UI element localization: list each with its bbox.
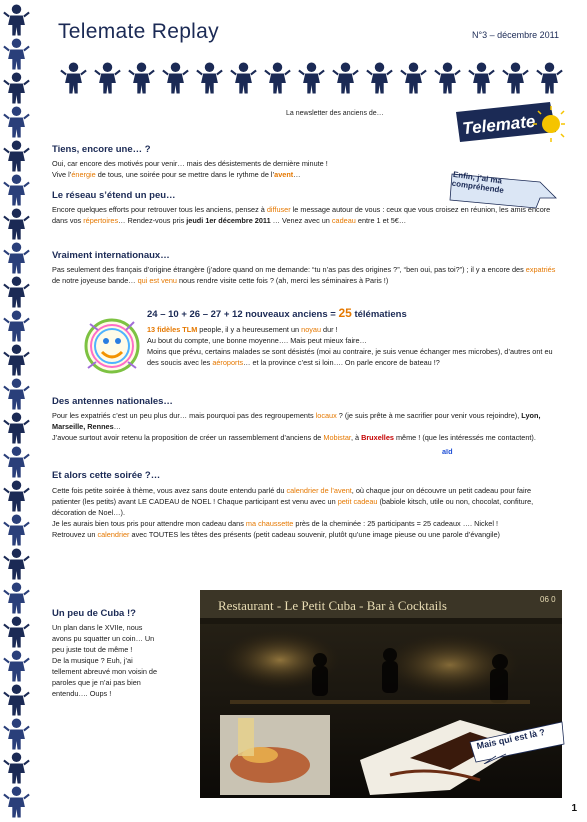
stick-figure xyxy=(265,63,290,94)
smiley-drawing xyxy=(80,314,144,378)
telemate-logo xyxy=(448,98,566,146)
stick-figure xyxy=(401,63,426,94)
stick-figure xyxy=(299,63,324,94)
paragraph-cuba: Un plan dans le XVIIe, nous avons pu squatter un coin… Un peu juste tout de même ! De la musique ? Euh, j’ai tellement abreuvé mon voisin de paroles que je n’ai pas bien entendu…. Oups ! xyxy=(52,623,158,698)
stick-figure xyxy=(129,63,154,94)
stick-figure xyxy=(61,63,86,94)
paragraph-soiree: Cette fois petite soirée à thème, vous avez sans doute entendu parlé du calendrier de l’avent, où chaque jour on découvre un petit cadeau pour faire patienter (les petits) avant LE CADEAU de NOEL ! Chaque participant est venu avec un petit cadeau (babiole kitsch, utile ou non, chocolat, confiture, décoration de Noel…). Je les aurais bien tous pris pour attendre mon cadeau dans ma chaussette près de la cheminée : 25 participants = 25 cadeaux …. Nickel ! Retrouvez un calendrier avec TOUTES les têtes des présents (petit cadeau souvenir, plutôt qu’une image pieuse ou une parole d’évangile) xyxy=(52,486,534,539)
decorative-figure-strip xyxy=(0,0,38,822)
heading-antennes: Des antennes nationales… xyxy=(52,396,173,407)
page-number: 1 xyxy=(571,803,577,814)
stick-figure xyxy=(469,63,494,94)
stick-figure xyxy=(4,141,29,172)
stick-figure xyxy=(4,209,29,240)
stick-figure xyxy=(4,345,29,376)
stick-figure xyxy=(4,753,29,784)
paragraph-reseau: Encore quelques efforts pour retrouver tous les anciens, pensez à diffuser le message autour de vous : ceux que vous croisez en réunion, les amis encore dans vos répertoires… Rendez-vous pris jeudi 1er décembre 2011 … Venez avec un cadeau entre 1 et 5€… xyxy=(52,205,551,225)
heading-reseau: Le réseau s’étend un peu… xyxy=(52,190,176,201)
paragraph-antennes: Pour les expatriés c’est un peu plus dur… mais pourquoi pas des regroupements locaux ? (je suis prête à me sacrifier pour venir vous rejoindre), Lyon, Marseille, Rennes… J’avoue surtout avoir retenu la proposition de créer un rassemblement d’anciens de Mobistar, à Bruxelles même ! (que les intéressés me contactent). xyxy=(52,411,541,442)
tagline: La newsletter des anciens de… xyxy=(286,110,384,117)
stick-figure xyxy=(4,311,29,342)
children-figures-row xyxy=(55,60,575,98)
stick-figure xyxy=(4,787,29,818)
stick-figure xyxy=(4,719,29,750)
stick-figure xyxy=(4,447,29,478)
restaurant-photo xyxy=(200,590,562,798)
stick-figure xyxy=(4,413,29,444)
stats-text: 13 fidèles TLM people, il y a heureusement un noyau dur ! Au bout du compte, une bonne moyenne…. Mais peut mieux faire… Moins que prévu, certains malades se sont désistés (moi au contraire, je suis venue échanger mes microbes), d’autres ont eu des soucis avec les aéroports… et la province c’est si loin…. On parle encore de bateau !? xyxy=(147,325,553,367)
stick-figure xyxy=(4,5,29,36)
stick-figure xyxy=(163,63,188,94)
stick-figure xyxy=(4,651,29,682)
stick-figure xyxy=(503,63,528,94)
speech-bubble-2-text: Mais qui est là ? xyxy=(475,726,546,752)
stick-figure xyxy=(4,685,29,716)
stats-headline: 24 – 10 + 26 – 27 + 12 nouveaux anciens = 25 télématiens xyxy=(147,306,407,320)
issue-number: N°3 – décembre 2011 xyxy=(472,30,559,40)
photo-sign-phone: 06 0 xyxy=(540,595,556,604)
paragraph-tiens: Oui, car encore des motivés pour venir… mais des désistements de dernière minute ! Vive l’énergie de tous, une soirée pour se mettre dans le rythme de l’avent… xyxy=(52,159,328,179)
stick-figure xyxy=(333,63,358,94)
stick-figure xyxy=(4,617,29,648)
stick-figure xyxy=(4,515,29,546)
stick-figure xyxy=(197,63,222,94)
photo-sign-text: Restaurant - Le Petit Cuba - Bar à Cocktails xyxy=(218,598,447,613)
stick-figure xyxy=(95,63,120,94)
stick-figure xyxy=(4,583,29,614)
stick-figure xyxy=(367,63,392,94)
stick-figure xyxy=(231,63,256,94)
heading-tiens: Tiens, encore une… ? xyxy=(52,144,151,155)
stick-figure xyxy=(537,63,562,94)
aid-label: aïd xyxy=(442,447,453,456)
stick-figure xyxy=(4,549,29,580)
speech-bubble-1-text: Enfin, j’ai ma compréhende xyxy=(451,169,505,195)
stick-figure xyxy=(435,63,460,94)
stick-figure xyxy=(4,379,29,410)
stick-figure xyxy=(4,107,29,138)
stick-figure xyxy=(4,481,29,512)
newsletter-title: Telemate Replay xyxy=(58,20,219,43)
stick-figure xyxy=(4,73,29,104)
stick-figure xyxy=(4,243,29,274)
heading-cuba: Un peu de Cuba !? xyxy=(52,608,136,619)
paragraph-internationaux: Pas seulement des français d’origine étrangère (j’adore quand on me demande: “tu n’as pas des origines ?”, “ben oui, pas toi?”) ; il y a encore des expatriés de notre joyeuse bande… qui est venu nous rendre visite cette fois ? (ah, merci les séminaires à Paris !) xyxy=(52,265,556,285)
logo-text: Telemate xyxy=(461,111,537,139)
heading-soiree: Et alors cette soirée ?… xyxy=(52,470,161,481)
stick-figure xyxy=(4,175,29,206)
stick-figure xyxy=(4,277,29,308)
stick-figure xyxy=(4,39,29,70)
heading-internationaux: Vraiment internationaux… xyxy=(52,250,170,261)
